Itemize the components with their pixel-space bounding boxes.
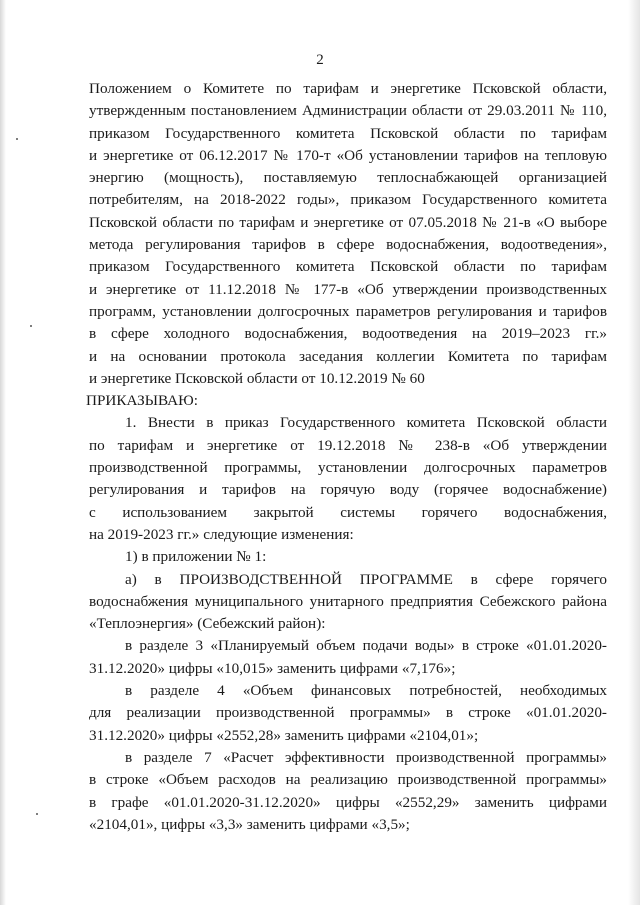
text-line: метода регулирования тарифов в сфере водоснабжения, водоотведения»,	[89, 236, 607, 254]
text-line: «Теплоэнергия» (Себежский район):	[89, 615, 326, 633]
text-line: и на основании протокола заседания коллегии Комитета по тарифам	[89, 347, 607, 365]
paragraph-subitem-a	[89, 569, 607, 636]
text-line: и энергетике от 11.12.2018 № 177-в «Об утверждении производственных	[89, 280, 607, 298]
text-line: водоснабжения муниципального унитарного предприятия Себежского района	[89, 592, 607, 610]
text-line: в графе «01.01.2020-31.12.2020» цифры «2552,29» заменить цифрами	[89, 793, 607, 811]
text-line: в разделе 4 «Объем финансовых потребностей, необходимых	[125, 682, 607, 700]
text-line: производственной программы, установлении долгосрочных параметров	[89, 459, 607, 477]
document-body	[86, 78, 607, 836]
text-line: в разделе 7 «Расчет эффективности производственной программы»	[125, 748, 607, 766]
paragraph-preamble	[89, 78, 607, 390]
paragraph-subitem-1	[89, 546, 607, 568]
text-line: по тарифам и энергетике от 19.12.2018 № 238-в «Об утверждении	[89, 436, 607, 454]
paragraph-section-3	[89, 635, 607, 680]
text-line: Положением о Комитете по тарифам и энергетике Псковской области,	[89, 80, 607, 97]
text-line: в разделе 3 «Планируемый объем подачи воды» в строке «01.01.2020-	[125, 637, 607, 655]
scan-edge-right	[628, 0, 640, 905]
text-line: программ, установлении долгосрочных параметров регулирования и тарифов	[89, 302, 607, 320]
paragraph-section-7	[89, 747, 607, 836]
text-line: утвержденным постановлением Администрации области от 29.03.2011 № 110,	[89, 102, 607, 120]
order-heading: ПРИКАЗЫВАЮ:	[86, 392, 198, 410]
text-line: и энергетике от 06.12.2017 № 170-т «Об установлении тарифов на тепловую	[89, 146, 607, 164]
text-line: в строке «Объем расходов на реализацию производственной программы»	[89, 771, 607, 789]
scan-edge-left	[0, 0, 6, 905]
text-line: «2104,01», цифры «3,3» заменить цифрами «3,5»;	[89, 815, 410, 833]
text-line: и энергетике Псковской области от 10.12.2019 № 60	[89, 369, 425, 387]
text-line: потребителям, на 2018-2022 годы», приказом Государственного комитета	[89, 191, 607, 209]
text-line: на 2019-2023 гг.» следующие изменения:	[89, 525, 354, 543]
text-line: приказом Государственного комитета Псковской области по тарифам	[89, 124, 607, 142]
paragraph-item-1	[89, 412, 607, 546]
text-line: энергию (мощность), поставляемую теплоснабжающей организацией	[89, 169, 607, 187]
paragraph-section-4	[89, 680, 607, 747]
text-line: для реализации производственной программы» в строке «01.01.2020-	[89, 704, 607, 722]
text-line: Псковской области по тарифам и энергетике от 07.05.2018 № 21-в «О выборе	[89, 213, 607, 231]
text-line: приказом Государственного комитета Псковской области по тарифам	[89, 258, 607, 276]
paragraph-order-heading	[86, 390, 607, 412]
text-line: в сфере холодного водоснабжения, водоотведения на 2019–2023 гг.»	[89, 325, 607, 343]
text-line: 1) в приложении № 1:	[125, 548, 267, 566]
scan-speck	[16, 138, 18, 140]
text-line: 31.12.2020» цифры «10,015» заменить цифрами «7,176»;	[89, 659, 456, 677]
text-line: 31.12.2020» цифры «2552,28» заменить цифрами «2104,01»;	[89, 726, 479, 744]
scan-speck	[30, 325, 32, 327]
text-line: 1. Внести в приказ Государственного комитета Псковской области	[125, 414, 607, 432]
page-number: 2	[316, 52, 324, 68]
text-line: а) в ПРОИЗВОДСТВЕННОЙ ПРОГРАММЕ в сфере горячего	[125, 570, 607, 588]
text-line: регулирования и тарифов на горячую воду (горячее водоснабжение)	[89, 481, 607, 499]
scan-speck	[36, 813, 38, 815]
text-line: с использованием закрытой системы горячего водоснабжения,	[89, 503, 607, 521]
